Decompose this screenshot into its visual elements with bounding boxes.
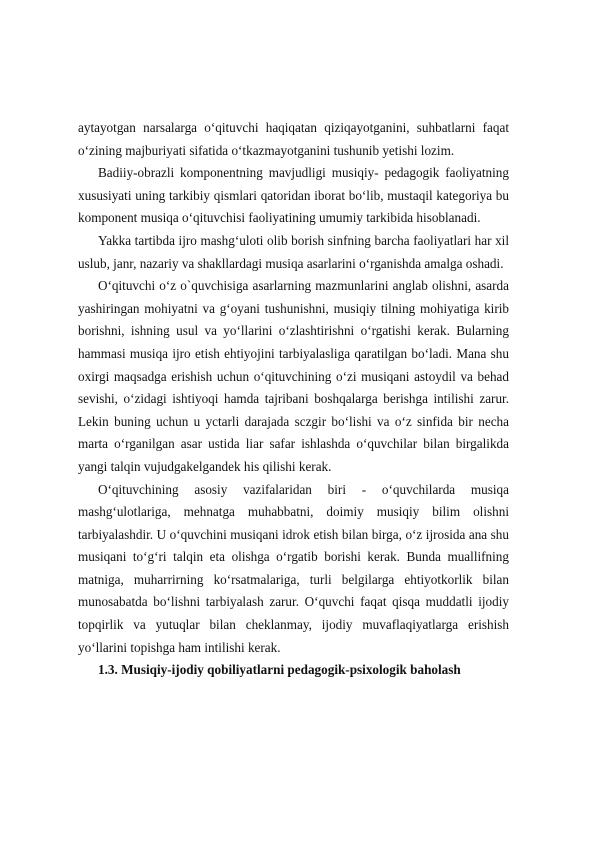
document-page bbox=[78, 117, 509, 682]
paragraph-asosiy-vazifalar: O‘qituvchining asosiy vazifalaridan biri - o‘quvchilarda musiqa mashg‘ulotlariga, mehnatga muhabbatni, doimiy musiqiy bilim olishni tarbiyalashdir. U o‘quvchini musiqani idrok etish bilan birga, o‘z ijrosida ana shu musiqani to‘g‘ri talqin eta olishga o‘rgatib borishi kerak. Bunda muallifning matniga, muharrirning ko‘rsatmalariga, turli belgilarga ehtiyotkorlik bilan munosabatda bo‘lishni tarbiyalash zarur. O‘quvchi faqat qisqa muddatli ijodiy topqirlik va yutuqlar bilan cheklanmay, ijodiy muvaflaqiyatlarga erishish yo‘llarini topishga ham intilishi kerak. bbox=[78, 481, 509, 655]
paragraph-continuation: aytayotgan narsalarga o‘qituvchi haqiqatan qiziqayotganini, suhbatlarni faqat o‘zining majburiyati sifatida o‘tkazmayotganini tushunib yetishi lozim. bbox=[78, 120, 509, 158]
section-heading: 1.3. Musiqiy-ijodiy qobiliyatlarni pedagogik-psixologik baholash bbox=[98, 662, 461, 678]
paragraph-yakka-tartibda: Yakka tartibda ijro mashg‘uloti olib borish sinfning barcha faoliyatlari har xil uslub, janr, nazariy va shakllardagi musiqa asarlarini o‘rganishda amalga oshadi. bbox=[78, 232, 509, 271]
paragraph-badiiy-obrazli: Badiiy-obrazli komponentning mavjudligi musiqiy- pedagogik faoliyatning xususiyati uning tarkibiy qismlari qatoridan iborat bo‘lib, mustaqil kategoriya bu komponent musiqa o‘qituvchisi faoliyatining umumiy tarkibida hisoblanadi. bbox=[78, 165, 509, 226]
paragraph-oqituvchi-oz: O‘qituvchi o‘z o`quvchisiga asarlarning mazmunlarini anglab olishni, asarda yashiringan mohiyatni va g‘oyani tushunishni, musiqiy tilning mohiyatiga kirib borishni, ishning usul va yo‘llarini o‘zlashtirishni o‘rgatishi kerak. Bularning hammasi musiqa ijro etish ehtiyojini tarbiyalasliga qaratilgan bo‘ladi. Mana shu oxirgi maqsadga erishish uchun o‘qituvchining o‘zi musiqani astoydil va behad sevishi, o‘zidagi ishtiyoqi hamda tajribani boshqalarga berishga intilishi zarur. Lekin buning uchun u yctarli darajada sczgir bo‘lishi va o‘z sinfida bir necha marta o‘rganilgan asar ustida liar safar ishlashda o‘quvchilar bilan birgalikda yangi talqin vujudgakelgandek his qilishi kerak. bbox=[78, 278, 509, 474]
